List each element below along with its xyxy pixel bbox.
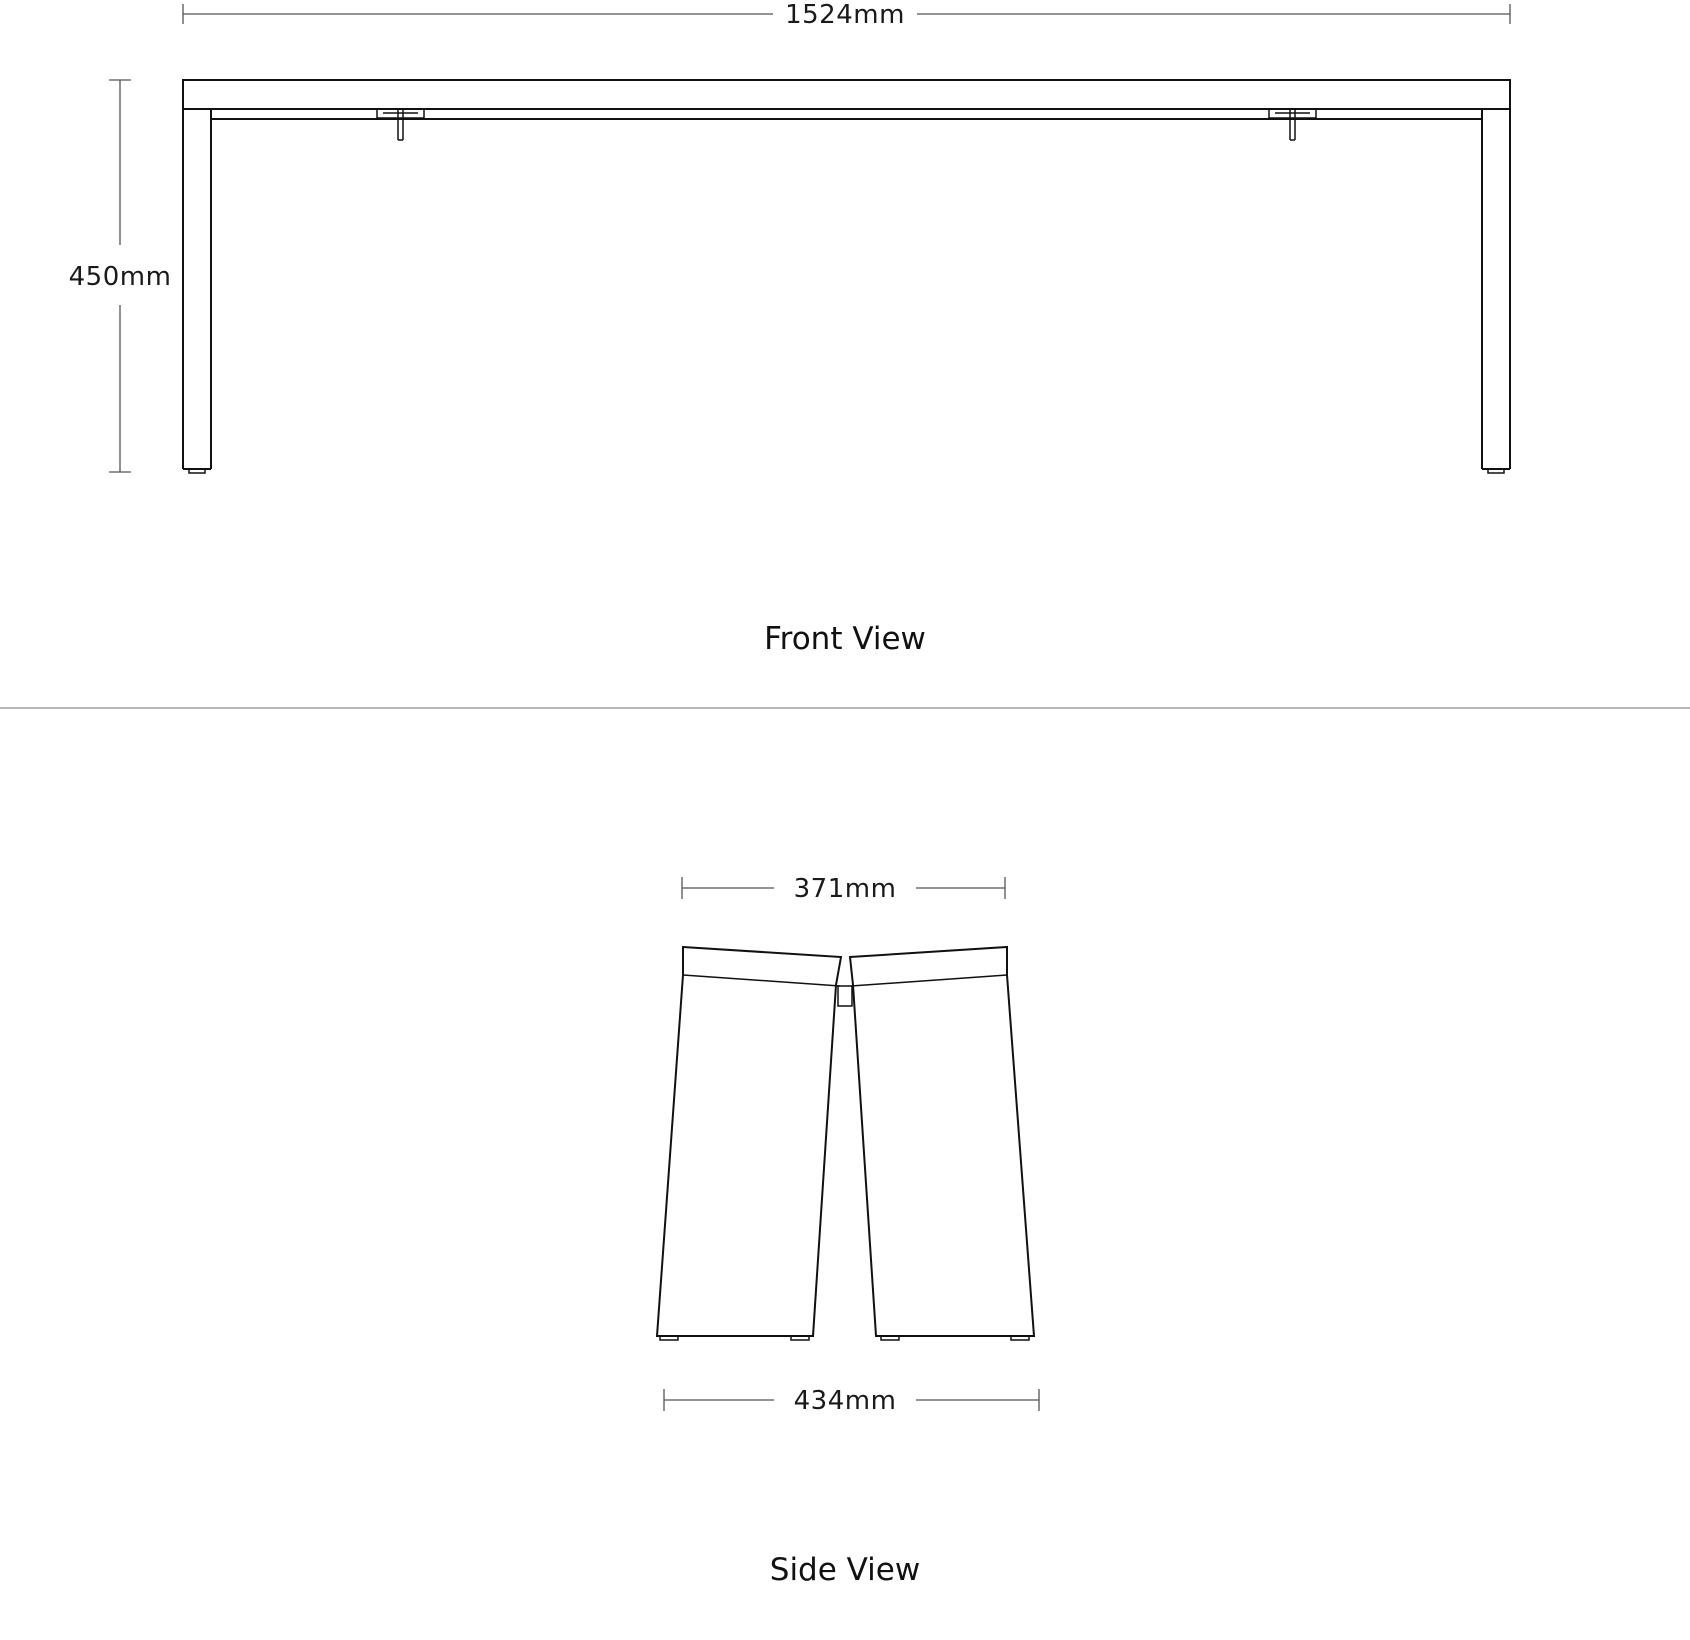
right-foot <box>1488 469 1504 473</box>
side-top-width-dimension <box>682 874 1005 904</box>
front-view-title: Front View <box>764 621 926 657</box>
left-bracket <box>377 109 424 140</box>
side-foot-4 <box>1011 1336 1029 1340</box>
side-view-title: Side View <box>769 1552 921 1588</box>
side-foot-2 <box>791 1336 809 1340</box>
left-foot <box>189 469 205 473</box>
side-top-width-label: 371mm <box>793 874 897 904</box>
right-side-panel <box>850 947 1034 1336</box>
front-height-dimension <box>69 80 172 472</box>
bench-front-outline <box>183 80 1510 473</box>
front-height-label: 450mm <box>68 262 172 292</box>
bench-top-slab <box>183 80 1510 109</box>
center-connector <box>838 986 852 1006</box>
side-bottom-width-label: 434mm <box>793 1386 897 1416</box>
right-bracket <box>1269 109 1316 140</box>
bench-side-outline <box>657 947 1034 1340</box>
left-side-panel <box>657 947 841 1336</box>
side-foot-1 <box>660 1336 678 1340</box>
front-width-dimension <box>183 0 1510 30</box>
front-width-label: 1524mm <box>785 0 905 30</box>
side-bottom-width-dimension <box>664 1386 1039 1416</box>
front-view <box>69 0 1510 657</box>
side-view <box>657 874 1039 1588</box>
side-foot-3 <box>881 1336 899 1340</box>
